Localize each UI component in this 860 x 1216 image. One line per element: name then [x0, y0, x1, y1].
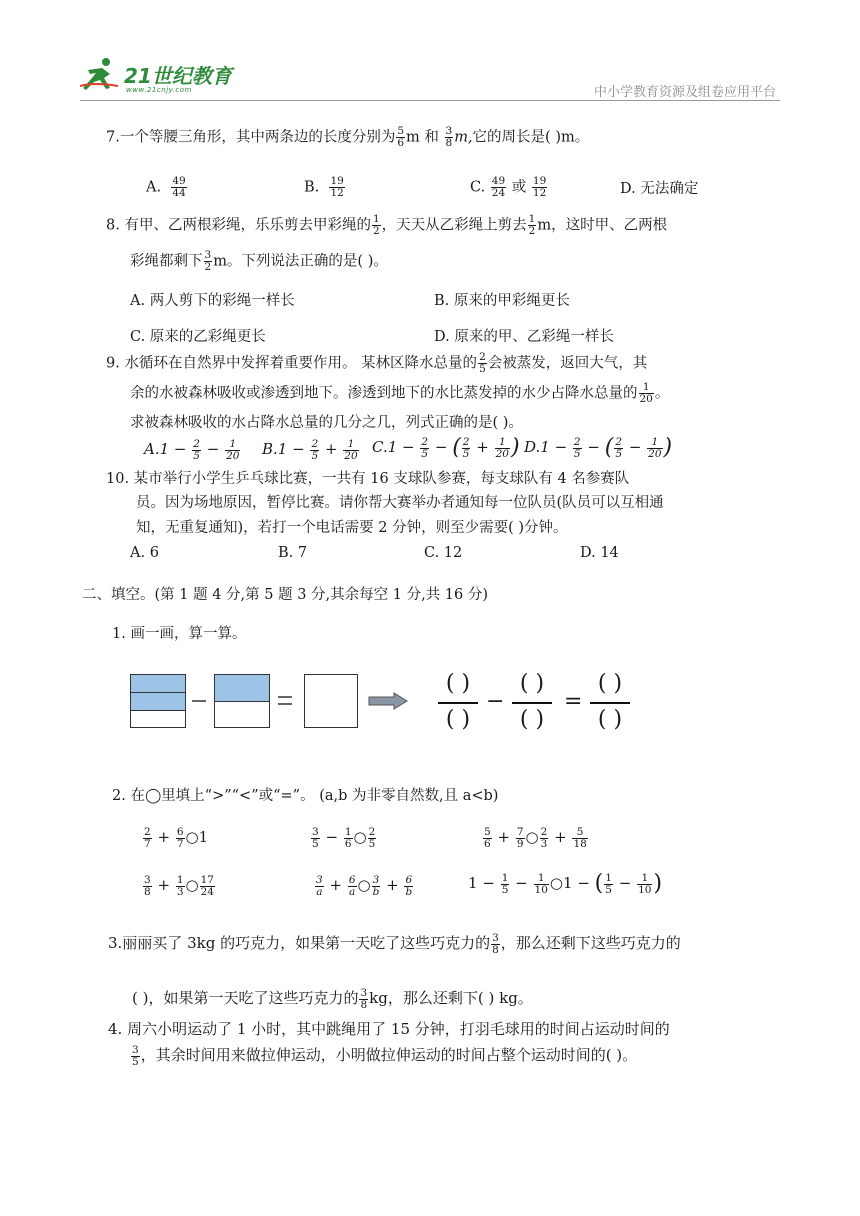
q7-stem: 7.一个等腰三角形，其中两条边的长度分别为 $\frac{5}{6}$ m 和 $\frac{3}{8}$ m,它的周长是( )m。: [106, 125, 590, 149]
compare-circle[interactable]: ○: [357, 876, 371, 894]
blank-numerator-3[interactable]: ( ): [597, 671, 623, 696]
compare-circle[interactable]: ○: [353, 828, 367, 846]
logo-url: www.21cnjy.com: [126, 86, 192, 94]
fraction-diagram: [128, 672, 408, 742]
blank-numerator-2[interactable]: ( ): [519, 671, 545, 696]
fill1-title: 1. 画一画，算一算。: [112, 626, 247, 642]
q7-option-a: A. $\frac{49}{44}$: [146, 175, 186, 199]
blank-denominator-3[interactable]: ( ): [597, 707, 623, 732]
compare-expr-2: $\frac{3}{5}$ − $\frac{1}{6}$ ○ $\frac{2}{5}$: [312, 825, 376, 850]
q10-option-c: C. 12: [424, 545, 463, 561]
fill4-line1: 4. 周六小明运动了 1 小时，其中跳绳用了 15 分钟，打羽毛球用的时间占运动时间的: [108, 1020, 670, 1038]
q9-line2: 余的水被森林吸收或渗透到地下。渗透到地下的水比蒸发掉的水少占降水总量的 $\frac{1}{20}$ 。: [130, 381, 670, 405]
compare-circle[interactable]: ○: [525, 828, 539, 846]
q10-option-d: D. 14: [580, 545, 619, 561]
q10-line3: 知，无重复通知)，若打一个电话需要 2 分钟，则至少需要( )分钟。: [136, 520, 568, 536]
runner-logo-icon: [80, 56, 120, 92]
equation-equals: =: [564, 689, 583, 714]
q7-lead: 7.一个等腰三角形，其中两条边的长度分别为: [106, 129, 396, 146]
compare-expr-5: $\frac{3}{a}$ + $\frac{6}{a}$ ○ $\frac{3}{b}$ + $\frac{6}{b}$: [316, 873, 413, 898]
fraction-equation: [436, 670, 646, 734]
q9-option-a: A.1 − $\frac{2}{5}$ − $\frac{1}{20}$: [144, 437, 240, 462]
q8-option-a: A. 两人剪下的彩绳一样长: [130, 293, 295, 309]
compare-circle[interactable]: ○: [549, 874, 563, 892]
q8-option-c: C. 原来的乙彩绳更长: [130, 329, 266, 345]
section2-title: 二、填空。(第 1 题 4 分,第 5 题 3 分,其余每空 1 分,共 16 分): [82, 587, 489, 603]
blank-denominator-2[interactable]: ( ): [519, 707, 545, 732]
blank-denominator-1[interactable]: ( ): [445, 707, 471, 732]
q9-option-c: C.1 − $\frac{2}{5}$ − ( $\frac{2}{5}$ + $\frac{1}{20}$ ): [372, 435, 520, 460]
q10-option-a: A. 6: [130, 545, 159, 561]
compare-expr-3: $\frac{5}{6}$ + $\frac{7}{9}$ ○ $\frac{2}{3}$ + $\frac{5}{18}$: [484, 825, 587, 850]
fraction: $\frac{5}{6}$: [397, 125, 405, 149]
equation-minus: −: [486, 689, 505, 714]
fill4-line2: $\frac{3}{5}$ ，其余时间用来做拉伸运动，小明做拉伸运动的时间占整个运动时间的( )。: [132, 1043, 638, 1068]
q10-line1: 10. 某市举行小学生乒乓球比赛，一共有 16 支球队参赛，每支球队有 4 名参赛队: [106, 471, 630, 487]
arrow-right-icon: [368, 692, 408, 710]
compare-circle[interactable]: ○: [185, 828, 199, 846]
q9-line3: 求被森林吸收的水占降水总量的几分之几，列式正确的是( )。: [130, 415, 523, 431]
platform-name: 中小学教育资源及组卷应用平台: [593, 85, 776, 100]
fill3-line1: 3.丽丽买了 3kg 的巧克力，如果第一天吃了这些巧克力的 $\frac{3}{8}$ ，那么还剩下这些巧克力的: [108, 931, 681, 956]
diagram-box-halves: [214, 674, 270, 728]
compare-expr-1: $\frac{2}{7}$ + $\frac{6}{7}$ ○1: [144, 825, 209, 850]
compare-circle[interactable]: ○: [185, 876, 199, 894]
q7-option-c: C. $\frac{49}{24}$ 或 $\frac{19}{12}$: [470, 175, 547, 199]
q8-line1: 8. 有甲、乙两根彩绳，乐乐剪去甲彩绳的 $\frac{1}{2}$ ，天天从乙彩绳上剪去 $\frac{1}{2}$ m，这时甲、乙两根: [106, 213, 668, 237]
compare-expr-4: $\frac{3}{8}$ + $\frac{1}{3}$ ○ $\frac{17}{24}$: [144, 873, 214, 898]
q9-option-d: D.1 − $\frac{2}{5}$ − ( $\frac{2}{5}$ − $\frac{1}{20}$ ): [524, 435, 673, 460]
blank-numerator-1[interactable]: ( ): [445, 671, 471, 696]
q8-option-d: D. 原来的甲、乙彩绳一样长: [434, 329, 614, 345]
fraction: $\frac{3}{8}$: [445, 125, 453, 149]
fill2-title: 2. 在◯里填上“>”“<”或“=”。 (a,b 为非零自然数,且 a<b): [112, 788, 499, 804]
header: [80, 50, 780, 102]
q9-option-b: B.1 − $\frac{2}{5}$ + $\frac{1}{20}$: [262, 437, 358, 462]
diagram-minus-sign: [192, 700, 206, 702]
q10-line2: 员。因为场地原因，暂停比赛。请你帮大赛举办者通知每一位队员(队员可以互相通: [136, 495, 664, 511]
diagram-equals-sign: [278, 696, 292, 698]
q7-option-d: D. 无法确定: [620, 181, 699, 197]
header-rule: [80, 100, 780, 101]
diagram-box-thirds: [130, 674, 186, 728]
q8-option-b: B. 原来的甲彩绳更长: [434, 293, 570, 309]
diagram-box-empty: [304, 674, 358, 728]
compare-expr-6: 1 − $\frac{1}{5}$ − $\frac{1}{10}$ ○1 − ( $\frac{1}{5}$ − $\frac{1}{10}$ ): [468, 871, 663, 896]
fill3-line2: ( )，如果第一天吃了这些巧克力的 $\frac{3}{8}$ kg，那么还剩下( ) kg。: [132, 986, 533, 1011]
logo-text: 21世纪教育: [124, 64, 232, 88]
q7-option-b: B. $\frac{19}{12}$: [304, 175, 344, 199]
q10-option-b: B. 7: [278, 545, 308, 561]
q9-line1: 9. 水循环在自然界中发挥着重要作用。 某林区降水总量的 $\frac{2}{5}$ 会被蒸发，返回大气，其: [106, 351, 648, 375]
q8-line2: 彩绳都剩下 $\frac{3}{2}$ m。下列说法正确的是( )。: [130, 249, 388, 273]
